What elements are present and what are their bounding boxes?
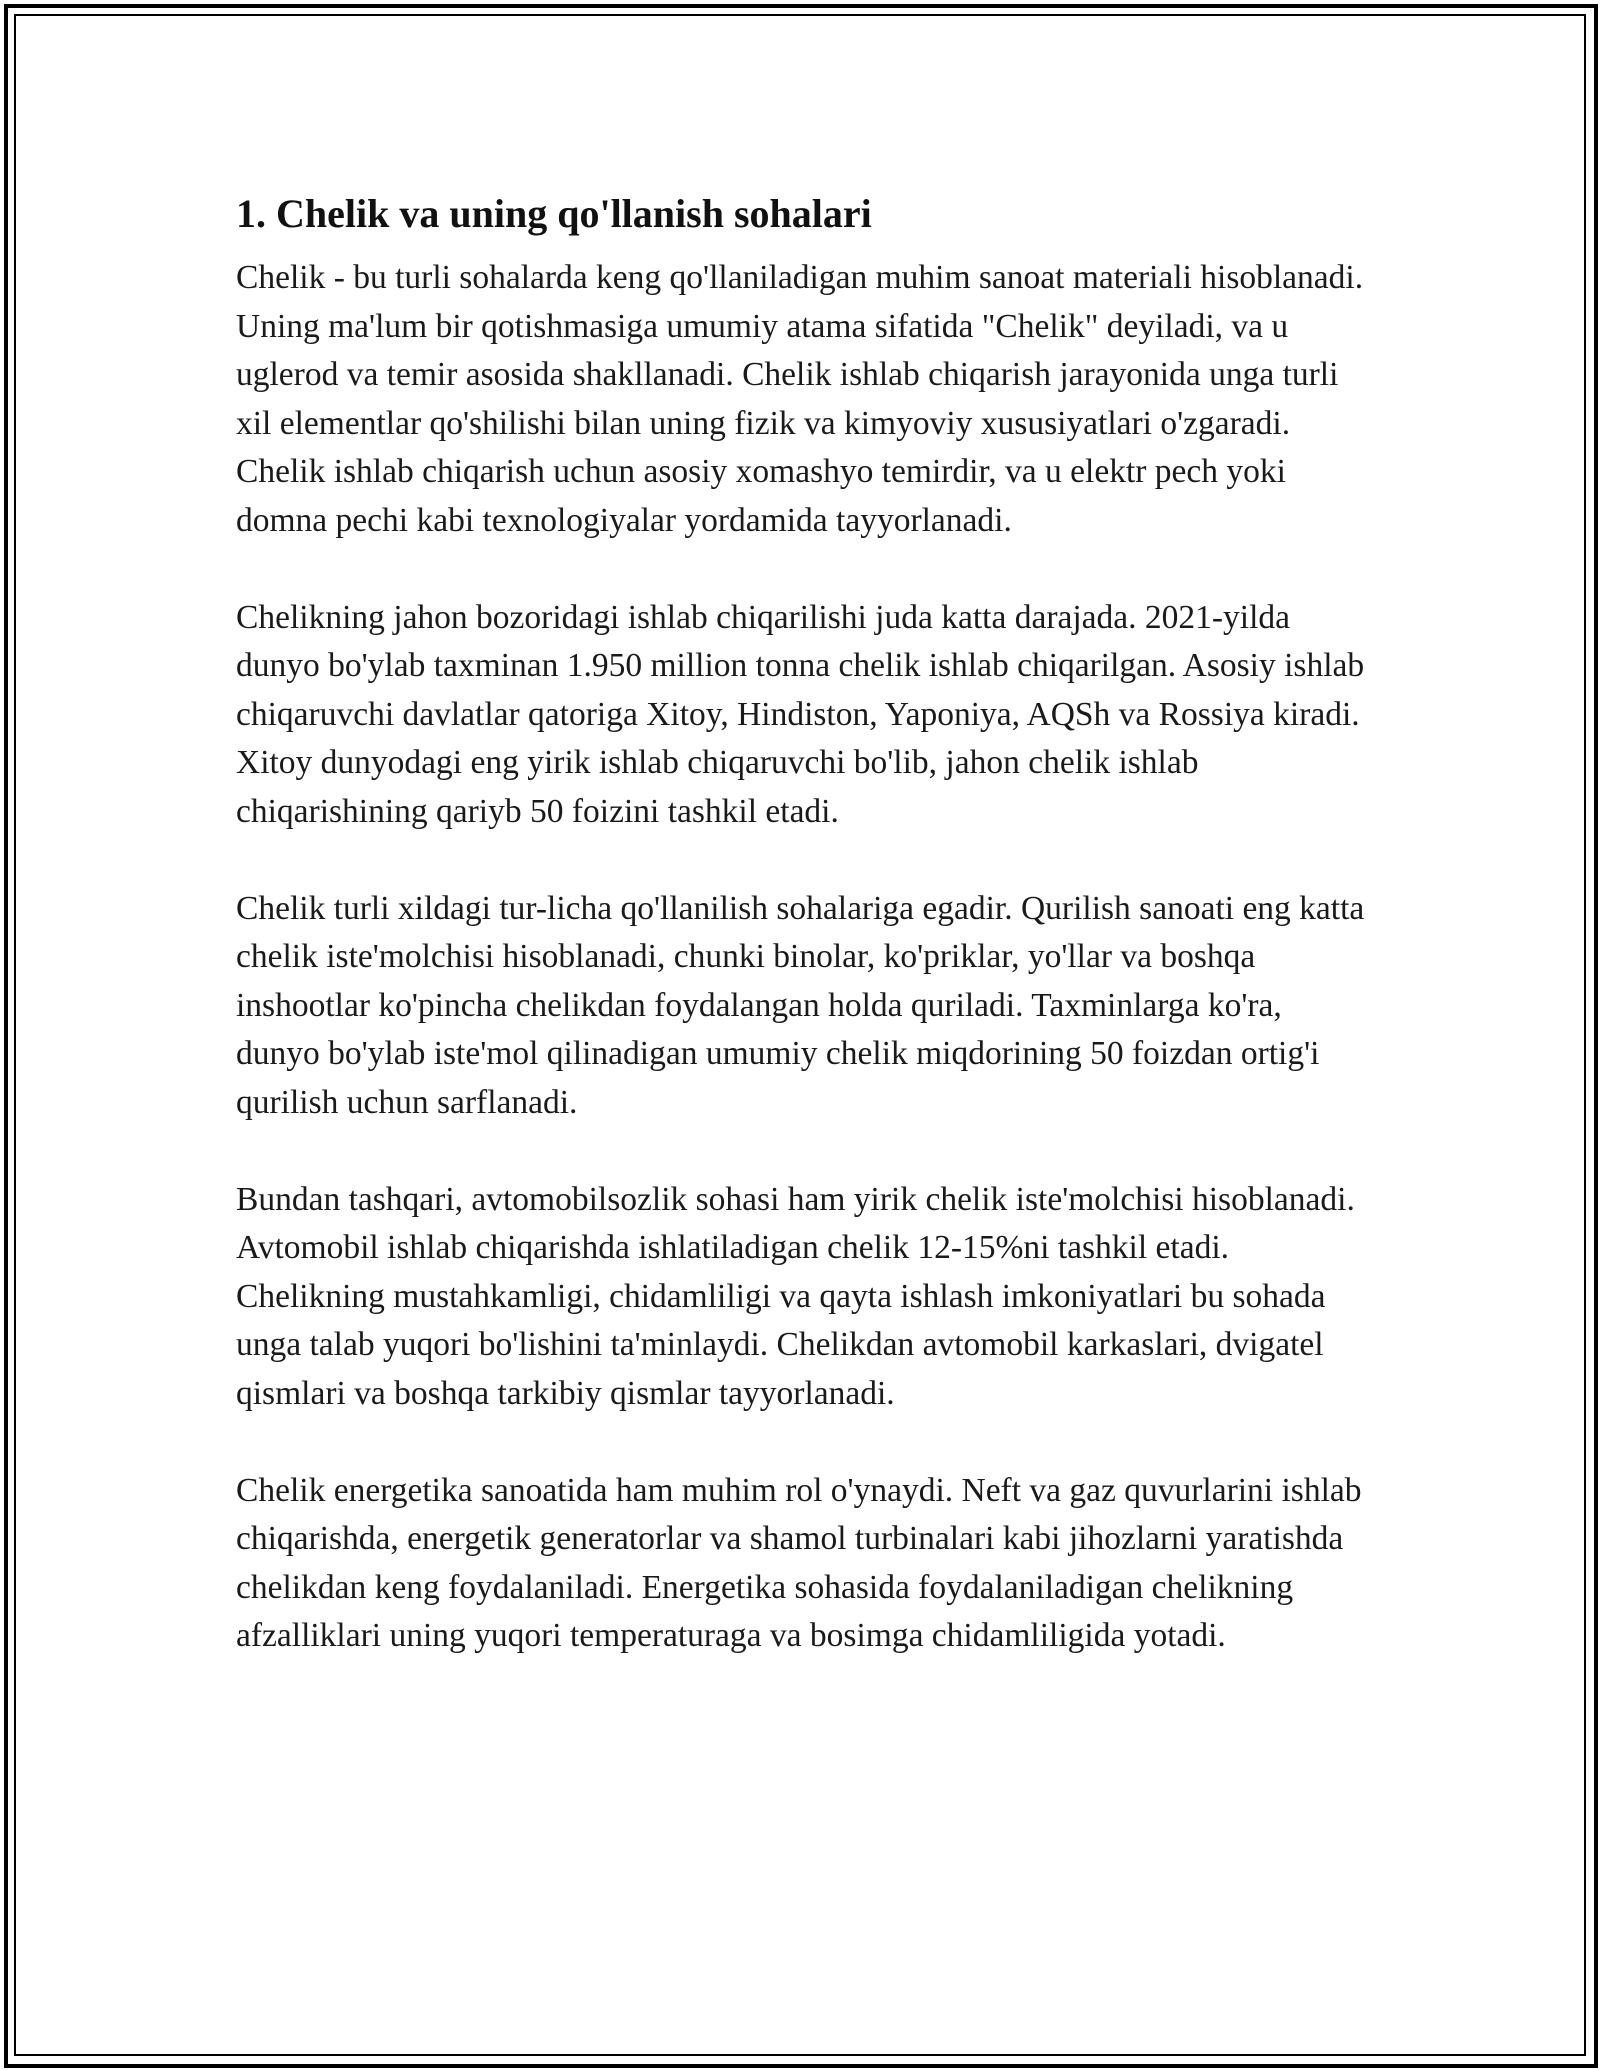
section-heading: 1. Chelik va uning qo'llanish sohalari [236,191,872,236]
paragraph-4: Bundan tashqari, avtomobilsozlik sohasi ham yirik chelik iste'molchisi hisoblanadi. Avtomobil ishlab chiqarishda ishlatiladigan chelik 12-15%ni tashkil etadi. Chelikning mustahkamligi, chidamliligi va qayta ishlash imkoniyatlari bu sohada unga talab yuqori bo'lishini ta'minlaydi. Chelikdan avtomobil karkaslari, dvigatel qismlari va boshqa tarkibiy qismlar tayyorlanadi. [236,1180,1355,1412]
document-body [236,186,1366,1709]
paragraph-5: Chelik energetika sanoatida ham muhim rol o'ynaydi. Neft va gaz quvurlarini ishlab chiqarishda, energetik generatorlar va shamol turbinalari kabi jihozlarni yaratishda chelikdan keng foydalaniladi. Energetika sohasida foydalaniladigan chelikning afzalliklari uning yuqori temperaturaga va bosimga chidamliligida yotadi. [236,1471,1362,1654]
paragraph-3: Chelik turli xildagi tur-licha qo'llanilish sohalariga egadir. Qurilish sanoati eng katta chelik iste'molchisi hisoblanadi, chunki binolar, ko'priklar, yo'llar va boshqa inshootlar ko'pincha chelikdan foydalangan holda quriladi. Taxminlarga ko'ra, dunyo bo'ylab iste'mol qilinadigan umumiy chelik miqdorining 50 foizdan ortig'i qurilish uchun sarflanadi. [236,889,1365,1121]
paragraph-2: Chelikning jahon bozoridagi ishlab chiqarilishi juda katta darajada. 2021-yilda dunyo bo'ylab taxminan 1.950 million tonna chelik ishlab chiqarilgan. Asosiy ishlab chiqaruvchi davlatlar qatoriga Xitoy, Hindiston, Yaponiya, AQSh va Rossiya kiradi. Xitoy dunyodagi eng yirik ishlab chiqaruvchi bo'lib, jahon chelik ishlab chiqarishining qariyb 50 foizini tashkil etadi. [236,598,1365,830]
paragraph-1: Chelik - bu turli sohalarda keng qo'llaniladigan muhim sanoat materiali hisoblanadi. Uning ma'lum bir qotishmasiga umumiy atama sifatida "Chelik" deyiladi, va u uglerod va temir asosida shakllanadi. Chelik ishlab chiqarish jarayonida unga turli xil elementlar qo'shilishi bilan uning fizik va kimyoviy xususiyatlari o'zgaradi. Chelik ishlab chiqarish uchun asosiy xomashyo temirdir, va u elektr pech yoki domna pechi kabi texnologiyalar yordamida tayyorlanadi. [236,259,1364,539]
